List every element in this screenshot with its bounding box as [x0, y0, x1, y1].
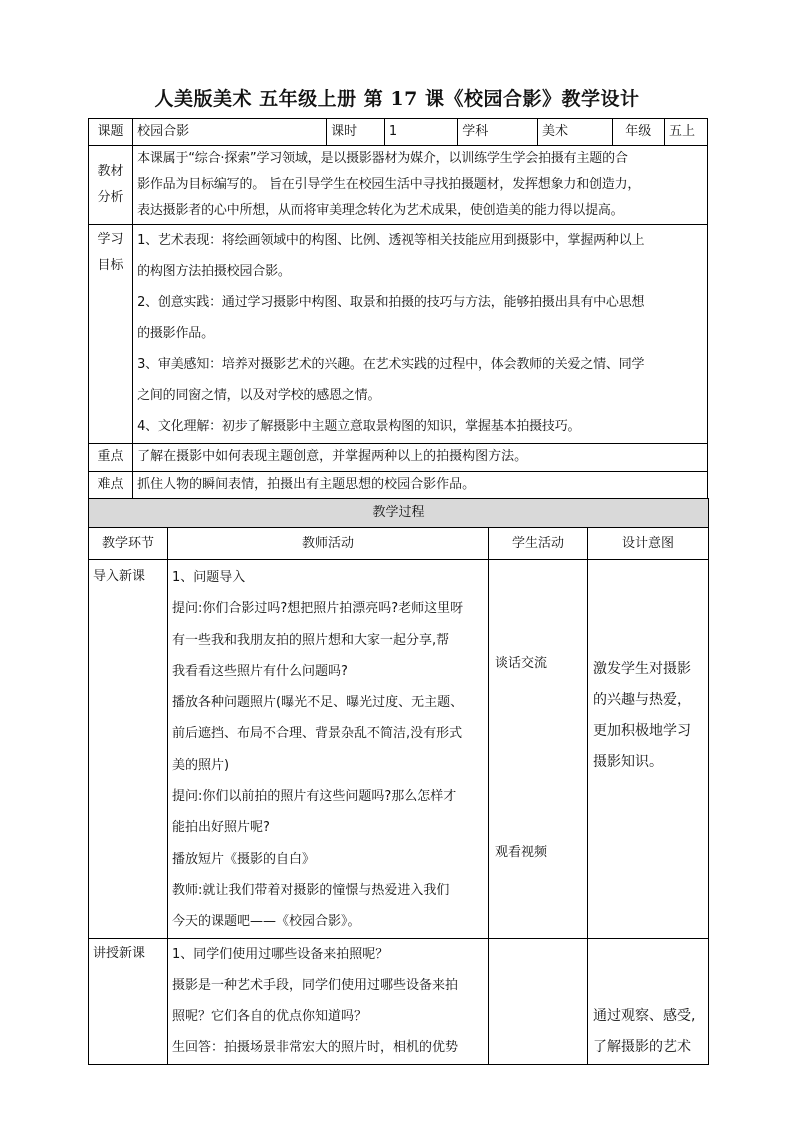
goal-line: 1、艺术表现：将绘画领域中的构图、比例、透视等相关技能应用到摄影中，掌握两种以上 — [137, 233, 645, 248]
subject-label: 学科 — [458, 119, 538, 146]
hours-value: 1 — [384, 119, 457, 146]
analysis-line: 本课属于“综合·探索”学习领域，是以摄影器材为媒介，以训练学生学会拍摄有主题的合 — [137, 151, 628, 166]
column-header-teacher: 教师活动 — [168, 528, 489, 560]
intent-line: 了解摄影的艺术 — [593, 1038, 691, 1055]
intent-text — [593, 654, 691, 778]
table-row — [89, 938, 709, 1064]
teacher-line: 今天的课题吧——《校园合影》。 — [172, 914, 361, 930]
key-point-text: 了解在摄影中如何表现主题创意，并掌握两种以上的拍摄构图方法。 — [133, 444, 708, 472]
intent-line: 激发学生对摄影 — [593, 661, 691, 677]
design-intent-cell — [588, 560, 709, 939]
goal-line: 3、审美感知：培养对摄影艺术的兴趣。在艺术实践的过程中，体会教师的关爱之情、同学 — [137, 357, 645, 372]
difficulty-label: 难点 — [89, 472, 133, 500]
analysis-label — [89, 146, 133, 225]
intent-line: 通过观察、感受, — [593, 1007, 696, 1024]
intent-line: 摄影知识。 — [593, 754, 663, 770]
lesson-value: 校园合影 — [133, 119, 327, 146]
subject-value: 美术 — [538, 119, 612, 146]
teacher-line: 播放各种问题照片(曝光不足、曝光过度、无主题、 — [172, 695, 464, 711]
teacher-line: 摄影是一种艺术手段，同学们使用过哪些设备来拍 — [172, 977, 459, 993]
teacher-line: 提问:你们合影过吗?想把照片拍漂亮吗?老师这里呀 — [172, 601, 464, 617]
student-activity: 谈话交流 — [495, 656, 548, 671]
intent-line: 更加积极地学习 — [593, 723, 691, 739]
hours-label: 课时 — [327, 119, 385, 146]
student-activity-cell — [489, 560, 588, 939]
goal-line: 之间的同窗之情，以及对学校的感恩之情。 — [137, 388, 381, 403]
goal-line: 的构图方法拍摄校园合影。 — [137, 264, 291, 279]
lesson-label: 课题 — [89, 119, 133, 146]
teacher-activity-cell — [168, 560, 489, 939]
goal-line: 2、创意实践：通过学习摄影中构图、取景和拍摄的技巧与方法，能够拍摄出具有中心思想 — [137, 295, 645, 310]
teacher-line: 有一些我和我朋友拍的照片想和大家一起分享,帮 — [172, 632, 450, 648]
intent-text — [593, 1001, 695, 1063]
goal-line: 4、文化理解：初步了解摄影中主题立意取景构图的知识，掌握基本拍摄技巧。 — [137, 419, 581, 434]
table-row — [89, 560, 709, 939]
teacher-line: 生回答：拍摄场景非常宏大的照片时，相机的优势 — [172, 1040, 459, 1056]
student-activity: 观看视频 — [495, 845, 548, 860]
stage-cell: 讲授新课 — [89, 938, 168, 1064]
analysis-line: 影作品为目标编写的。 旨在引导学生在校园生活中寻找拍摄题材，发挥想象力和创造力， — [137, 177, 641, 192]
lesson-info-table — [88, 118, 708, 500]
teacher-line: 提问:你们以前拍的照片有这些问题吗?那么怎样才 — [172, 789, 457, 805]
teacher-line: 前后遮挡、布局不合理、背景杂乱不简洁,没有形式 — [172, 726, 463, 742]
analysis-line: 表达摄影者的心中所想，从而将审美理念转化为艺术成果，使创造美的能力得以提高。 — [137, 203, 624, 218]
design-intent-cell — [588, 938, 709, 1064]
column-header-student: 学生活动 — [489, 528, 588, 560]
goals-label — [89, 225, 133, 444]
analysis-label-1: 教材 — [97, 164, 124, 179]
analysis-label-2: 分析 — [97, 190, 124, 205]
student-activity-cell — [489, 938, 588, 1064]
document-title: 人美版美术 五年级上册 第 17 课《校园合影》教学设计 — [154, 88, 640, 110]
column-header-intent: 设计意图 — [588, 528, 709, 560]
teacher-line: 我看看这些照片有什么问题吗? — [172, 663, 348, 679]
section-title: 教学过程 — [89, 499, 709, 528]
column-header-stage: 教学环节 — [89, 528, 168, 560]
grade-value: 五上 — [664, 119, 707, 146]
teacher-activity-cell — [168, 938, 489, 1064]
teacher-line: 1、同学们使用过哪些设备来拍照呢？ — [172, 946, 389, 962]
teaching-process-table — [88, 498, 709, 1065]
teacher-line: 照呢？它们各自的优点你知道吗？ — [172, 1009, 368, 1025]
intent-line: 的兴趣与热爱， — [593, 692, 691, 708]
teacher-line: 能拍出好照片呢? — [172, 820, 270, 836]
goals-text — [133, 225, 708, 444]
goals-label-1: 学习 — [97, 232, 124, 247]
grade-label: 年级 — [612, 119, 664, 146]
stage-cell: 导入新课 — [89, 560, 168, 939]
difficulty-text: 抓住人物的瞬间表情，拍摄出有主题思想的校园合影作品。 — [133, 472, 708, 500]
teacher-line: 美的照片) — [172, 757, 230, 773]
key-point-label: 重点 — [89, 444, 133, 472]
teacher-line: 教师:就让我们带着对摄影的憧憬与热爱进入我们 — [172, 882, 450, 898]
teacher-line: 播放短片《摄影的自白》 — [172, 851, 316, 867]
goal-line: 的摄影作品。 — [137, 326, 214, 341]
analysis-text — [133, 146, 708, 225]
teacher-line: 1、问题导入 — [172, 570, 246, 585]
goals-label-2: 目标 — [97, 258, 124, 273]
